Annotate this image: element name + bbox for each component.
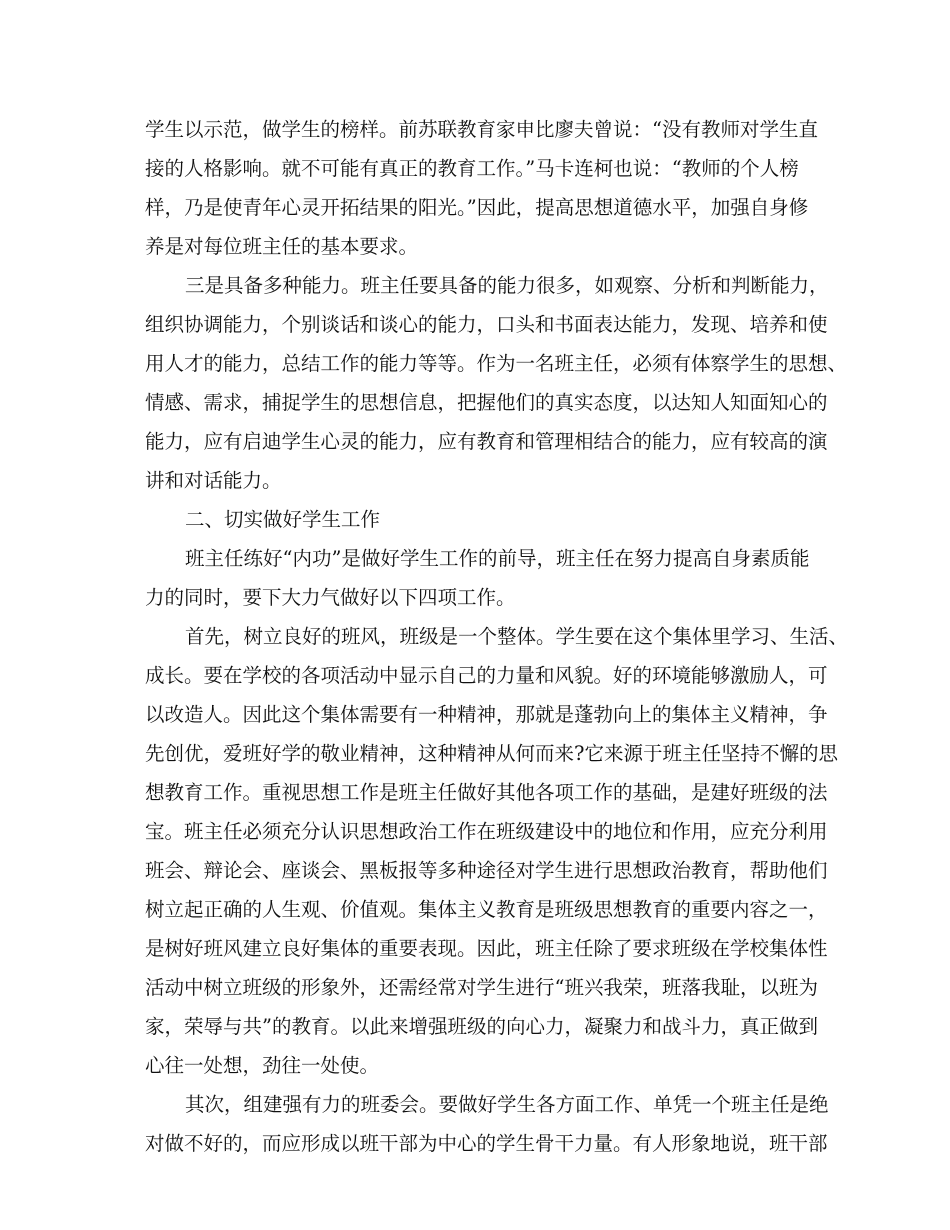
text-line: 情感、需求，捕捉学生的思想信息，把握他们的真实态度，以达知人知面知心的 <box>145 391 828 414</box>
text-line: 先创优，爱班好学的敬业精神，这种精神从何而来?它来源于班主任坚持不懈的思 <box>145 742 838 765</box>
text-line: 接的人格影响。就不可能有真正的教育工作。”马卡连柯也说：“教师的个人榜 <box>145 157 799 180</box>
paragraph <box>145 266 848 500</box>
text-line: 以改造人。因此这个集体需要有一种精神，那就是蓬勃向上的集体主义精神，争 <box>145 703 828 726</box>
paragraph <box>145 539 810 617</box>
text-line: 成长。要在学校的各项活动中显示自己的力量和风貌。好的环境能够激励人，可 <box>145 664 828 687</box>
text-line: 组织协调能力，个别谈话和谈心的能力，口头和书面表达能力，发现、培养和使 <box>145 313 828 336</box>
text-line: 是树好班风建立良好集体的重要表现。因此，班主任除了要求班级在学校集体性 <box>145 937 828 960</box>
text-line: 想教育工作。重视思想工作是班主任做好其他各项工作的基础，是建好班级的法 <box>145 781 828 804</box>
text-line: 能力，应有启迪学生心灵的能力，应有教育和管理相结合的能力，应有较高的演 <box>145 430 828 453</box>
text-line: 学生以示范，做学生的榜样。前苏联教育家申比廖夫曾说：“没有教师对学生直 <box>145 118 818 141</box>
section-heading <box>145 500 805 539</box>
text-line: 三是具备多种能力。班主任要具备的能力很多，如观察、分析和判断能力， <box>185 274 829 297</box>
text-line: 班主任练好“内功”是做好学生工作的前导，班主任在努力提高自身素质能 <box>185 547 810 570</box>
document-body <box>145 110 849 1163</box>
text-line: 心往一处想，劲往一处使。 <box>145 1054 380 1077</box>
text-line: 力的同时，要下大力气做好以下四项工作。 <box>145 586 516 609</box>
text-line: 树立起正确的人生观、价值观。集体主义教育是班级思想教育的重要内容之一， <box>145 898 828 921</box>
text-line: 对做不好的，而应形成以班干部为中心的学生骨干力量。有人形象地说，班干部 <box>145 1132 828 1155</box>
text-line: 讲和对话能力。 <box>145 469 282 492</box>
text-line: 养是对每位班主任的基本要求。 <box>145 235 419 258</box>
text-line: 宝。班主任必须充分认识思想政治工作在班级建设中的地位和作用，应充分利用 <box>145 820 828 843</box>
text-line: 其次，组建强有力的班委会。要做好学生各方面工作、单凭一个班主任是绝 <box>185 1093 829 1116</box>
text-line: 样，乃是使青年心灵开拓结果的阳光。”因此，提高思想道德水平，加强自身修 <box>145 196 809 219</box>
text-line: 家，荣辱与共”的教育。以此来增强班级的向心力，凝聚力和战斗力，真正做到 <box>145 1015 818 1038</box>
text-line: 二、切实做好学生工作 <box>185 508 381 531</box>
text-line: 班会、辩论会、座谈会、黑板报等多种途径对学生进行思想政治教育，帮助他们 <box>145 859 828 882</box>
text-line: 活动中树立班级的形象外，还需经常对学生进行“班兴我荣，班落我耻，以班为 <box>145 976 818 999</box>
paragraph <box>145 110 818 266</box>
paragraph <box>145 1085 829 1163</box>
text-line: 用人才的能力，总结工作的能力等等。作为一名班主任，必须有体察学生的思想、 <box>145 352 848 375</box>
paragraph <box>145 617 849 1085</box>
text-line: 首先，树立良好的班风，班级是一个整体。学生要在这个集体里学习、生活、 <box>185 625 849 648</box>
